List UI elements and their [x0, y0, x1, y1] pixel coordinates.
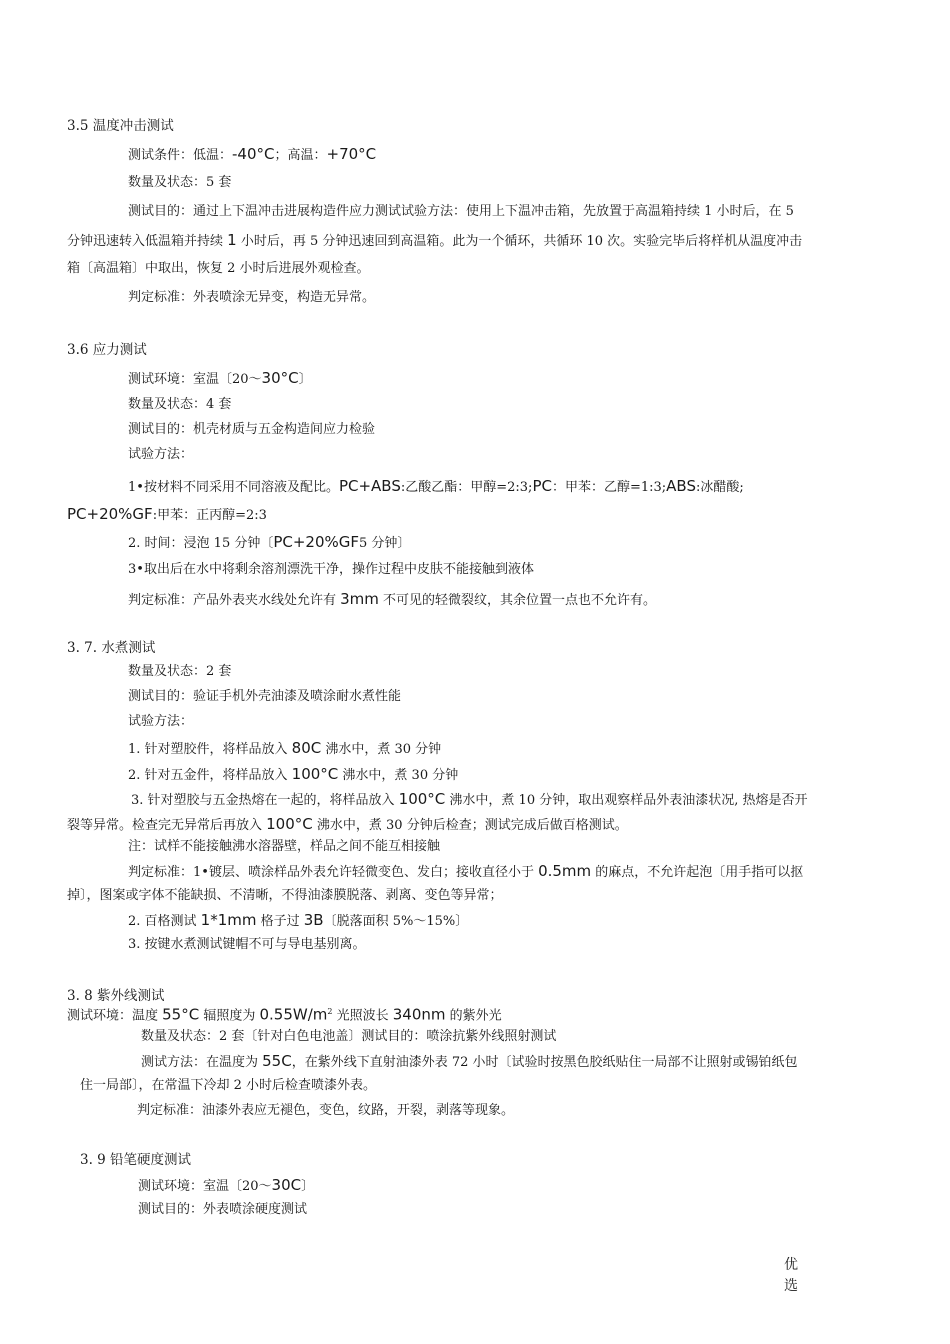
s36-step-2: 2. 时间：浸泡 15 分钟〔PC+20%GF5 分钟〕: [128, 533, 411, 551]
s36-purpose: 测试目的：机壳材质与五金构造间应力检验: [128, 422, 376, 437]
s35-conditions: 测试条件：低温：-40°C；高温：+70°C: [128, 145, 377, 163]
s37-quantity: 数量及状态：2 套: [128, 664, 232, 679]
section-3-6-heading: 3.6 应力测试: [67, 342, 147, 358]
s36-step-3: 3•取出后在水中将剩余溶剂漂洗干净，操作过程中皮肤不能接触到液体: [128, 562, 534, 577]
section-3-8-heading: 3. 8 紫外线测试: [67, 988, 165, 1004]
s38-quantity-purpose: 数量及状态：2 套〔针对白色电池盖〕测试目的：喷涂抗紫外线照射测试: [141, 1029, 557, 1044]
footer-char-2: 选: [784, 1278, 798, 1294]
s35-criteria: 判定标准：外表喷涂无异变，构造无异常。: [128, 290, 376, 305]
s35-purpose-line-3: 箱〔高温箱〕中取出，恢复 2 小时后进展外观检查。: [67, 261, 370, 276]
s37-method-2: 2. 针对五金件，将样品放入 100°C 沸水中，煮 30 分钟: [128, 765, 459, 783]
s36-criteria: 判定标准：产品外表夹水线处允许有 3mm 不可见的轻微裂纹，其余位置一点也不允许有。: [128, 590, 657, 608]
s35-purpose-line-1: 测试目的：通过上下温冲击进展构造件应力测试试验方法：使用上下温冲击箱，先放置于高温箱持续 1 小时后，在 5: [128, 204, 794, 219]
s35-purpose-line-2: 分钟迅速转入低温箱并持续 1 小时后，再 5 分钟迅速回到高温箱。此为一个循环，共循环 10 次。实验完毕后将样机从温度冲击: [67, 231, 803, 249]
s37-criteria-3: 3. 按键水煮测试键帽不可与导电基别离。: [128, 937, 366, 952]
s39-environment: 测试环境：室温〔20～30C〕: [138, 1176, 315, 1194]
s37-criteria-2: 2. 百格测试 1*1mm 格子过 3B〔脱落面积 5%～15%〕: [128, 911, 469, 929]
s36-step-1: 1•按材料不同采用不同溶液及配比。PC+ABS:乙酸乙酯：甲醇=2:3;PC：甲苯：乙醇=1:3;ABS:冰醋酸;: [128, 477, 744, 495]
footer-char-1: 优: [784, 1257, 798, 1273]
s38-method-cont: 住一局部〕，在常温下冷却 2 小时后检查喷漆外表。: [80, 1078, 377, 1093]
s38-method: 测试方法：在温度为 55C，在紫外线下直射油漆外表 72 小时〔试验时按黑色胶纸贴住一局部不让照射或锡铂纸包: [141, 1052, 798, 1070]
s36-step-1-cont: PC+20%GF:甲苯：正丙醇=2:3: [67, 505, 267, 523]
s37-method-3: 3. 针对塑胶与五金热熔在一起的，将样品放入 100°C 沸水中，煮 10 分钟，取出观察样品外表油漆状况, 热熔是否开: [131, 790, 808, 808]
s36-method-label: 试验方法：: [128, 447, 194, 462]
s36-environment: 测试环境：室温〔20～30°C〕: [128, 369, 312, 387]
s39-purpose: 测试目的：外表喷涂硬度测试: [138, 1202, 308, 1217]
section-3-5-heading: 3.5 温度冲击测试: [67, 118, 174, 134]
s37-note: 注：试样不能接触沸水溶器壁，样品之间不能互相接触: [128, 839, 441, 854]
section-3-7-heading: 3. 7. 水煮测试: [67, 640, 156, 656]
s37-criteria-1: 判定标准：1•镀层、喷涂样品外表允许轻微变色、发白；接收直径小于 0.5mm 的麻点，不允许起泡〔用手指可以抠: [128, 862, 804, 880]
s36-quantity: 数量及状态：4 套: [128, 397, 232, 412]
s37-criteria-1-cont: 掉〕，图案或字体不能缺损、不清晰，不得油漆膜脱落、剥离、变色等异常；: [67, 888, 503, 903]
s38-environment: 测试环境：温度 55°C 辐照度为 $0.55W/m^2$ 光照波长 340nm 的紫外光: [67, 1005, 502, 1024]
s37-purpose: 测试目的：验证手机外壳油漆及喷涂耐水煮性能: [128, 689, 402, 704]
s37-method-3-cont: 裂等异常。检查完无异常后再放入 100°C 沸水中，煮 30 分钟后检查；测试完成后做百格测试。: [67, 815, 628, 833]
s35-quantity: 数量及状态：5 套: [128, 175, 232, 190]
s37-method-label: 试验方法：: [128, 714, 194, 729]
s37-method-1: 1. 针对塑胶件，将样品放入 80C 沸水中，煮 30 分钟: [128, 739, 442, 757]
s38-criteria: 判定标准：油漆外表应无褪色，变色，纹路，开裂，剥落等现象。: [137, 1103, 515, 1118]
section-3-9-heading: 3. 9 铅笔硬度测试: [80, 1152, 192, 1168]
